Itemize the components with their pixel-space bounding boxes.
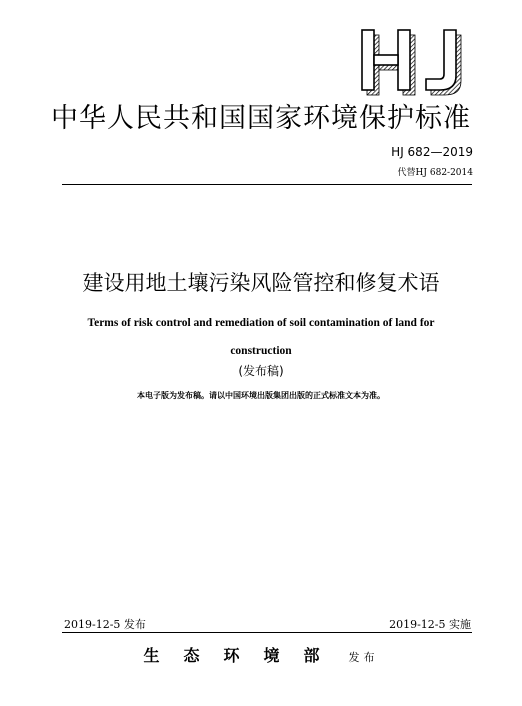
draft-label: (发布稿) [238, 364, 284, 378]
implementation-date: 2019-12-5 实施 [389, 618, 471, 631]
publisher-line [0, 643, 522, 666]
agency-heading: 中华人民共和国国家环境保护标准 [51, 103, 471, 134]
hj-logo-graphic [360, 28, 470, 100]
publisher-name: 生态环境部 [143, 646, 344, 665]
issue-date: 2019-12-5 发布 [64, 618, 146, 631]
title-english: Terms of risk control and remediation of soil contamination of land for construction [87, 317, 435, 357]
hj-logo-text: HJ [360, 28, 362, 29]
standard-replaces: 代替HJ 682-2014 [397, 168, 473, 178]
edition-note: 本电子版为发布稿。请以中国环境出版集团出版的正式标准文本为准。 [137, 391, 385, 400]
title-chinese: 建设用地土壤污染风险管控和修复术语 [82, 271, 440, 295]
hj-logo [360, 28, 470, 100]
top-divider [62, 184, 472, 185]
publisher-suffix: 发布 [348, 651, 379, 664]
bottom-divider [62, 632, 472, 633]
standard-number: HJ 682—2019 [391, 145, 473, 159]
